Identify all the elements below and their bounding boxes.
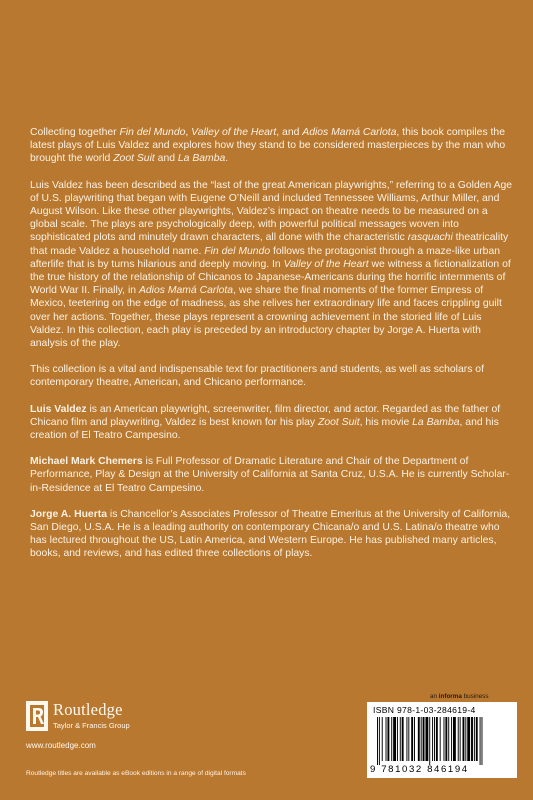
isbn-label: ISBN 978-1-03-284619-4 xyxy=(373,705,476,715)
bio-jorge-huerta: Jorge A. Huerta is Chancellor’s Associates Professor of Theatre Emeritus at the University of California, San Diego, U.S.A. He is a leading authority on contemporary Chicana/o and U.S. Latina/o theatre who has lectured throughout the US, Latin America, and Western Europe. He has published many articles, books, and reviews, and has edited three collections of plays. xyxy=(30,508,511,560)
publisher-block xyxy=(26,700,226,750)
barcode-bars-icon xyxy=(371,717,513,765)
publisher-url: www.routledge.com xyxy=(26,741,96,750)
bio-michael-chemers: Michael Mark Chemers is Full Professor of Dramatic Literature and Chair of the Department of Performance, Play & Design at the University of California at Santa Cruz, U.S.A. He is currently Scholar-in-Residence at El Teatro Campesino. xyxy=(30,456,510,494)
bio-luis-valdez: Luis Valdez is an American playwright, screenwriter, film director, and actor. Regarded as the father of Chicano film and playwriting, Valdez is best known for his play Zoot Suit, his movie La Bamba, and his creation of El Teatro Campesino. xyxy=(30,403,501,442)
blurb-paragraph-intro: Collecting together Fin del Mundo, Valley of the Heart, and Adios Mamá Carlota, this book compiles the latest plays of Luis Valdez and explores how they stand to be considered masterpieces by the man who brought the world Zoot Suit and La Bamba. xyxy=(30,127,506,165)
ebook-availability-note: Routledge titles are available as eBook editions in a range of digital formats xyxy=(26,770,246,777)
cover-blurb xyxy=(30,126,516,574)
barcode-digits: 9 781032 846194 xyxy=(370,764,469,775)
publisher-name: Routledge xyxy=(53,700,123,719)
blurb-paragraph-description: Luis Valdez has been described as the “last of the great American playwrights,” referring to a Golden Age of U.S. playwriting that began with Eugene O’Neill and included Tennessee Williams, Arthur Miller, and August Wilson. Like these other playwrights, Valdez’s impact on theatre needs to be measured on a global scale. The plays are psychologically deep, with powerful political messages woven into sophisticated plots and minutely drawn characters, all done with the characteristic rasquachi theatricality that made Valdez a household name. Fin del Mundo follows the protagonist through a maze-like urban afterlife that is by turns hilarious and deeply moving. In Valley of the Heart we witness a fictionalization of the true history of the relationship of Chicanos to Japanese-Americans during the horrific internments of World War II. Finally, in Adios Mamá Carlota, we share the final moments of the former Empress of Mexico, teetering on the edge of madness, as she relives her extraordinary life and faces crippling guilt over her actions. Together, these plays represent a crowning achievement in the storied life of Luis Valdez. In this collection, each play is preceded by an introductory chapter by Jorge A. Huerta with analysis of the play. xyxy=(30,179,513,350)
isbn-barcode xyxy=(367,702,517,778)
publisher-group: Taylor & Francis Group xyxy=(53,721,130,730)
blurb-paragraph-audience: This collection is a vital and indispensable text for practitioners and students, as well as scholars of contemporary theatre, American, and Chicano performance. xyxy=(30,364,484,389)
informa-business-label: an informa business xyxy=(430,693,489,700)
routledge-logo-icon xyxy=(26,701,48,731)
